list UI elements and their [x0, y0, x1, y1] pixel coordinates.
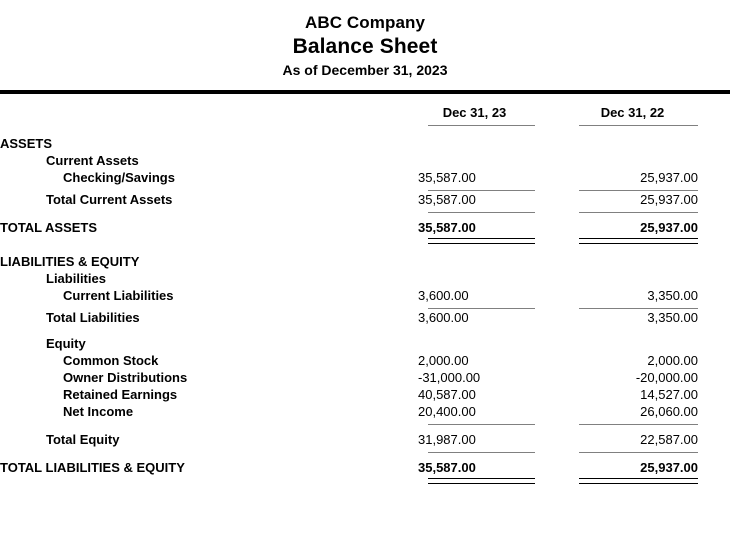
total-current-assets-value-1: 35,587.00 [418, 192, 476, 207]
row-label-total-equity: Total Equity [46, 432, 120, 447]
table-row [0, 335, 730, 352]
row-label-total-assets: TOTAL ASSETS [0, 220, 98, 235]
current-liabilities-value-1: 3,600.00 [418, 288, 469, 303]
checking-savings-value-2: 25,937.00 [640, 170, 698, 185]
row-label-liabilities-equity: LIABILITIES & EQUITY [0, 254, 140, 269]
period-2-header: Dec 31, 22 [600, 105, 665, 120]
retained-earnings-value-1: 40,587.00 [418, 387, 476, 402]
net-income-value-1: 20,400.00 [418, 404, 476, 419]
row-label-equity: Equity [46, 336, 86, 351]
owner-distributions-value-1: -31,000.00 [418, 370, 481, 385]
net-income-value-2: 26,060.00 [640, 404, 698, 419]
grand-total-rule-row [0, 476, 730, 484]
row-label-current-liabilities: Current Liabilities [63, 288, 174, 303]
company-name: ABC Company [304, 13, 426, 32]
row-label-checking-savings: Checking/Savings [63, 170, 175, 185]
table-row [0, 169, 730, 186]
row-label-assets: ASSETS [0, 136, 53, 151]
row-label-total-liabilities: Total Liabilities [46, 310, 140, 325]
balance-sheet-table [0, 104, 730, 484]
total-liabilities-value-2: 3,350.00 [647, 310, 698, 325]
table-row [0, 287, 730, 304]
total-liabilities-equity-value-1: 35,587.00 [418, 460, 476, 475]
column-header-row [0, 104, 730, 121]
period-1-header: Dec 31, 23 [442, 105, 507, 120]
double-rule-col1 [418, 236, 567, 244]
common-stock-value-2: 2,000.00 [647, 353, 698, 368]
table-row [0, 309, 730, 326]
table-row [0, 386, 730, 403]
current-liabilities-value-2: 3,350.00 [647, 288, 698, 303]
table-row [0, 253, 730, 270]
table-row [0, 431, 730, 448]
retained-earnings-value-2: 14,527.00 [640, 387, 698, 402]
row-label-owner-distributions: Owner Distributions [63, 370, 188, 385]
report-header [0, 0, 730, 80]
total-assets-value-2: 25,937.00 [640, 220, 698, 235]
header-divider [0, 90, 730, 94]
row-label-liabilities: Liabilities [46, 271, 106, 286]
row-label-total-liabilities-equity: TOTAL LIABILITIES & EQUITY [0, 460, 185, 475]
table-row [0, 459, 730, 476]
double-rule-col1 [418, 476, 567, 484]
grand-total-rule-row [0, 236, 730, 244]
table-row [0, 135, 730, 152]
table-row [0, 403, 730, 420]
table-row [0, 352, 730, 369]
report-title: Balance Sheet [292, 35, 438, 58]
double-rule-col2 [567, 236, 730, 244]
table-row [0, 369, 730, 386]
spacer [0, 126, 730, 135]
total-liabilities-value-1: 3,600.00 [418, 310, 469, 325]
owner-distributions-value-2: -20,000.00 [635, 370, 698, 385]
row-label-total-current-assets: Total Current Assets [46, 192, 173, 207]
row-label-current-assets: Current Assets [46, 153, 139, 168]
total-current-assets-value-2: 25,937.00 [640, 192, 698, 207]
common-stock-value-1: 2,000.00 [418, 353, 469, 368]
table-row [0, 219, 730, 236]
total-assets-value-1: 35,587.00 [418, 220, 476, 235]
row-label-common-stock: Common Stock [63, 353, 159, 368]
row-label-net-income: Net Income [63, 404, 134, 419]
row-label-retained-earnings: Retained Earnings [63, 387, 178, 402]
total-equity-value-2: 22,587.00 [640, 432, 698, 447]
checking-savings-value-1: 35,587.00 [418, 170, 476, 185]
table-row [0, 191, 730, 208]
double-rule-col2 [567, 476, 730, 484]
report-period: As of December 31, 2023 [282, 62, 448, 78]
table-row [0, 152, 730, 169]
total-liabilities-equity-value-2: 25,937.00 [640, 460, 698, 475]
table-row [0, 270, 730, 287]
label-column-header [0, 104, 418, 121]
total-equity-value-1: 31,987.00 [418, 432, 476, 447]
spacer [0, 326, 730, 335]
spacer [0, 244, 730, 253]
balance-sheet-table-container [0, 104, 730, 484]
